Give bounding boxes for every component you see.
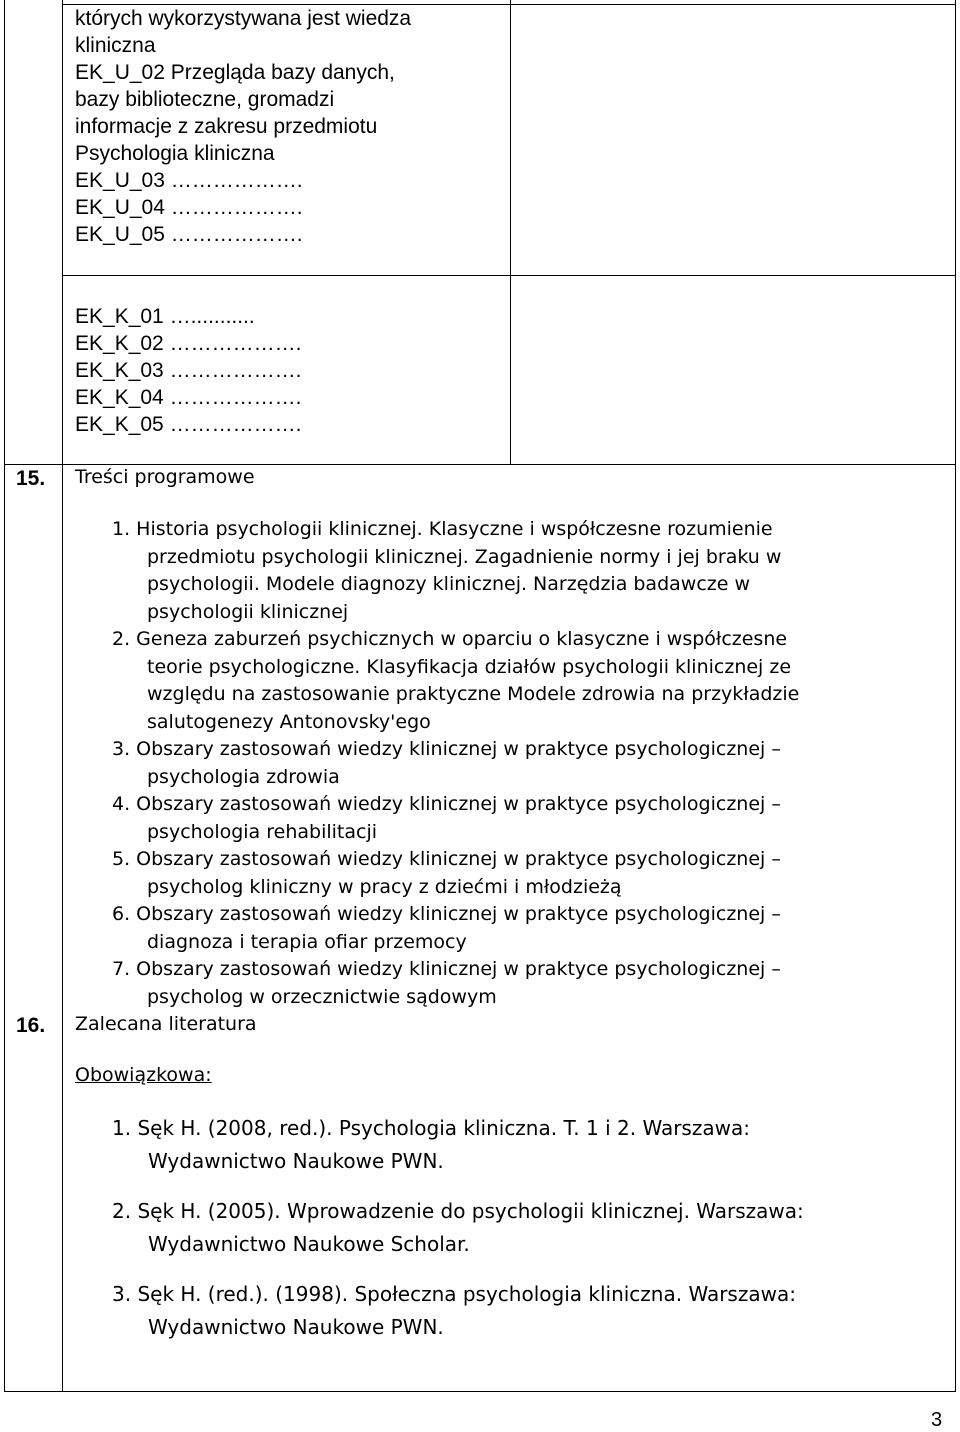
cell-line: których wykorzystywana jest wiedza: [75, 7, 412, 30]
reference-item: [112, 1278, 804, 1344]
section-15-number: 15.: [16, 467, 46, 490]
content-line: teorie psychologiczne. Klasyfikacja działów psychologii klinicznej ze: [147, 655, 792, 678]
top-left-cell: [75, 5, 411, 248]
content-line: psychologia zdrowia: [147, 765, 340, 788]
table-bottom-border: [4, 1391, 956, 1392]
cell-line: EK_K_05 ……………….: [75, 413, 302, 436]
content-line: salutogenezy Antonovsky'ego: [147, 710, 431, 733]
cell-line: Psychologia kliniczna: [75, 142, 275, 165]
content-line: 5. Obszary zastosowań wiedzy klinicznej w praktyce psychologicznej –: [112, 848, 781, 870]
content-line: 4. Obszary zastosowań wiedzy klinicznej w praktyce psychologicznej –: [112, 793, 781, 815]
cell-line: EK_K_04 ……………….: [75, 386, 302, 409]
cell-line: EK_U_02 Przegląda bazy danych,: [75, 61, 395, 84]
reference-list: [112, 1112, 804, 1344]
content-line: 7. Obszary zastosowań wiedzy klinicznej w praktyce psychologicznej –: [112, 958, 781, 980]
cell-line: EK_U_03 ……………….: [75, 169, 303, 192]
cell-line: informacje z zakresu przedmiotu: [75, 115, 378, 138]
table-middle-column-border: [510, 0, 511, 464]
content-line: 3. Obszary zastosowań wiedzy klinicznej w praktyce psychologicznej –: [112, 738, 781, 760]
content-line: psychologii. Modele diagnozy klinicznej. Narzędzia badawcze w: [147, 573, 751, 595]
cell-line: EK_K_03 ……………….: [75, 359, 302, 382]
mandatory-label: Obowiązkowa:: [75, 1064, 212, 1086]
cell-line: EK_U_05 ……………….: [75, 223, 303, 246]
section-16-title: Zalecana literatura: [75, 1013, 257, 1035]
row-divider-u: [62, 275, 956, 276]
section-15-content: [112, 516, 799, 1011]
reference-line: Wydawnictwo Naukowe PWN.: [148, 1149, 444, 1173]
cell-line: EK_U_04 ……………….: [75, 196, 303, 219]
content-line: psychologia rehabilitacji: [147, 820, 378, 843]
reference-line: 1. Sęk H. (2008, red.). Psychologia kliniczna. T. 1 i 2. Warszawa:: [112, 1116, 750, 1140]
content-line: 6. Obszary zastosowań wiedzy klinicznej w praktyce psychologicznej –: [112, 903, 781, 925]
k-outcomes-cell: [75, 303, 301, 438]
table-number-column-border: [62, 0, 63, 1392]
content-line: diagnoza i terapia ofiar przemocy: [147, 930, 467, 953]
reference-item: [112, 1112, 804, 1178]
reference-line: Wydawnictwo Naukowe Scholar.: [148, 1232, 470, 1256]
content-line: psycholog w orzecznictwie sądowym: [147, 985, 497, 1008]
content-line: psychologii klinicznej: [147, 600, 349, 623]
section-15-title: Treści programowe: [75, 466, 255, 488]
cell-line: EK_K_01 …...........: [75, 305, 255, 328]
content-line: względu na zastosowanie praktyczne Modele zdrowia na przykładzie: [147, 683, 800, 705]
content-line: 2. Geneza zaburzeń psychicznych w oparciu o klasyczne i współczesne: [112, 628, 788, 650]
cell-line: bazy biblioteczne, gromadzi: [75, 88, 335, 111]
reference-item: [112, 1195, 804, 1261]
reference-line: Wydawnictwo Naukowe PWN.: [148, 1315, 444, 1339]
cell-line: kliniczna: [75, 34, 156, 57]
content-line: przedmiotu psychologii klinicznej. Zagadnienie normy i jej braku w: [147, 545, 782, 568]
content-line: psycholog kliniczny w pracy z dziećmi i młodzieżą: [147, 875, 622, 898]
section-16-number: 16.: [16, 1014, 46, 1037]
reference-line: 3. Sęk H. (red.). (1998). Społeczna psychologia kliniczna. Warszawa:: [112, 1282, 796, 1306]
content-line: 1. Historia psychologii klinicznej. Klasyczne i współczesne rozumienie: [112, 518, 773, 540]
table-right-border: [955, 0, 956, 1392]
cell-line: EK_K_02 ……………….: [75, 332, 302, 355]
page-number: 3: [931, 1409, 943, 1431]
reference-line: 2. Sęk H. (2005). Wprowadzenie do psychologii klinicznej. Warszawa:: [112, 1199, 804, 1223]
table-left-border: [4, 0, 5, 1392]
